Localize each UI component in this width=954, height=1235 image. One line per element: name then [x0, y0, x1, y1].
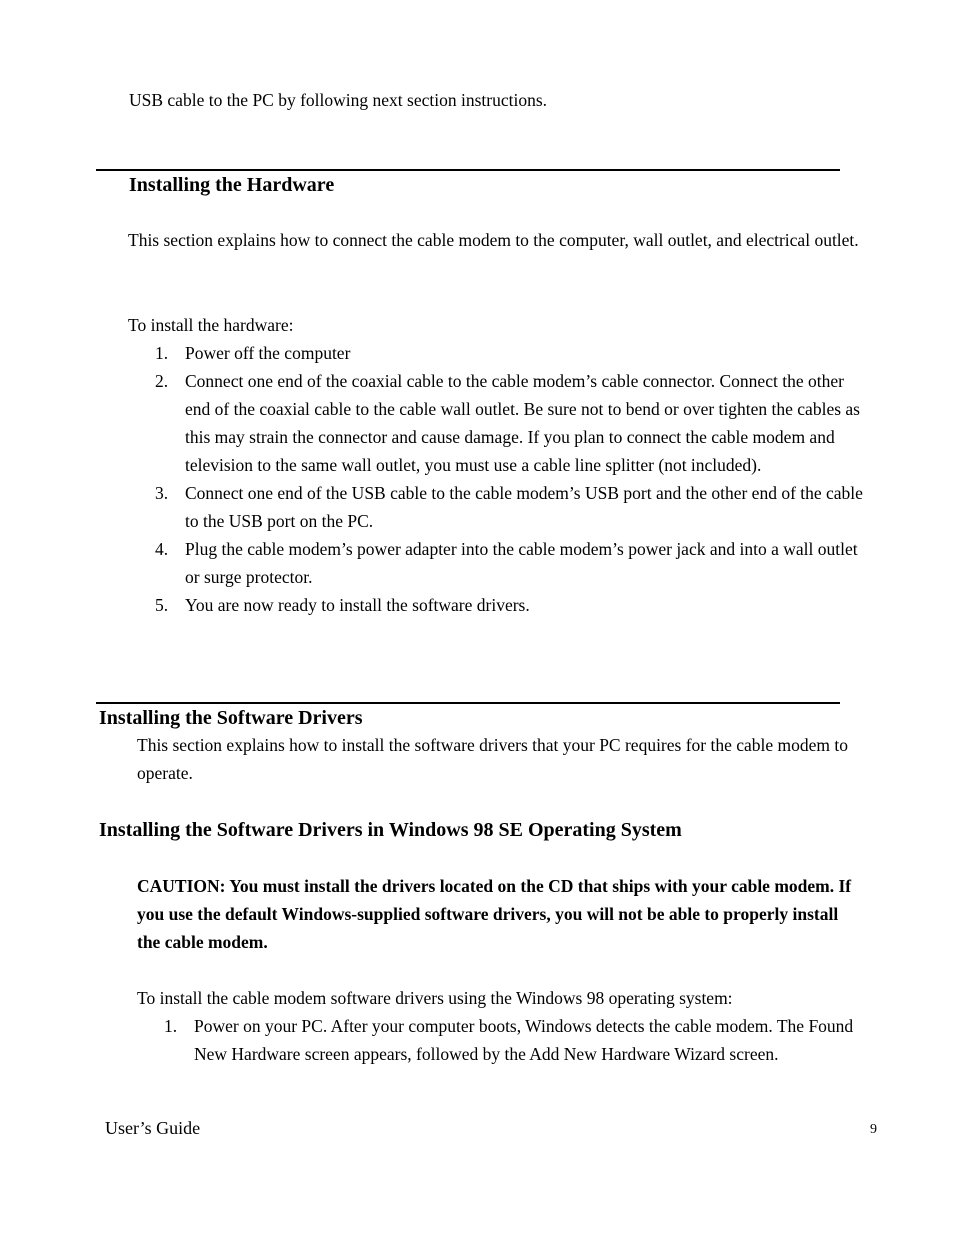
step-text: Connect one end of the coaxial cable to the cable modem’s cable connector. Connect the other end of the coaxial cable to the cable wall outlet. Be sure not to bend or over tighten the cables as this may strain the connector and cause damage. If you plan to connect the cable modem and television to the same wall outlet, you must use a cable line splitter (not included). — [185, 371, 860, 475]
list-item — [155, 367, 870, 479]
step-number: 5. — [155, 595, 169, 615]
section-heading-hardware: Installing the Hardware — [129, 174, 335, 196]
step-text: Power on your PC. After your computer boots, Windows detects the cable modem. The Found New Hardware screen appears, followed by the Add New Hardware Wizard screen. — [194, 1016, 854, 1064]
hardware-lead: To install the hardware: — [128, 315, 294, 335]
step-number: 4. — [155, 539, 169, 559]
list-item — [155, 591, 870, 619]
list-item — [155, 339, 870, 367]
list-item — [155, 479, 870, 535]
section-divider — [96, 169, 840, 171]
software-lead: To install the cable modem software drivers using the Windows 98 operating system: — [137, 988, 733, 1008]
software-steps-list — [164, 1012, 874, 1068]
step-number: 3. — [155, 483, 169, 503]
intro-line: USB cable to the PC by following next section instructions. — [129, 90, 548, 110]
step-number: 2. — [155, 371, 169, 391]
section-divider — [96, 702, 840, 704]
page-number: 9 — [870, 1122, 877, 1137]
step-number: 1. — [164, 1016, 178, 1036]
step-text: You are now ready to install the software drivers. — [185, 595, 530, 615]
section-heading-win98: Installing the Software Drivers in Windows 98 SE Operating System — [99, 819, 682, 841]
step-text: Plug the cable modem’s power adapter into the cable modem’s power jack and into a wall outlet or surge protector. — [185, 539, 858, 587]
hardware-description: This section explains how to connect the cable modem to the computer, wall outlet, and electrical outlet. — [128, 230, 859, 250]
list-item — [164, 1012, 874, 1068]
list-item — [155, 535, 870, 591]
software-description: This section explains how to install the software drivers that your PC requires for the cable modem to operate. — [137, 735, 849, 783]
footer-title: User’s Guide — [105, 1118, 201, 1138]
step-number: 1. — [155, 343, 169, 363]
hardware-steps-list — [155, 339, 870, 619]
step-text: Power off the computer — [185, 343, 351, 363]
step-text: Connect one end of the USB cable to the cable modem’s USB port and the other end of the cable to the USB port on the PC. — [185, 483, 863, 531]
section-heading-software: Installing the Software Drivers — [99, 707, 363, 729]
caution-notice: CAUTION: You must install the drivers located on the CD that ships with your cable modem. If you use the default Windows-supplied software drivers, you will not be able to properly install the cable modem. — [137, 876, 852, 952]
